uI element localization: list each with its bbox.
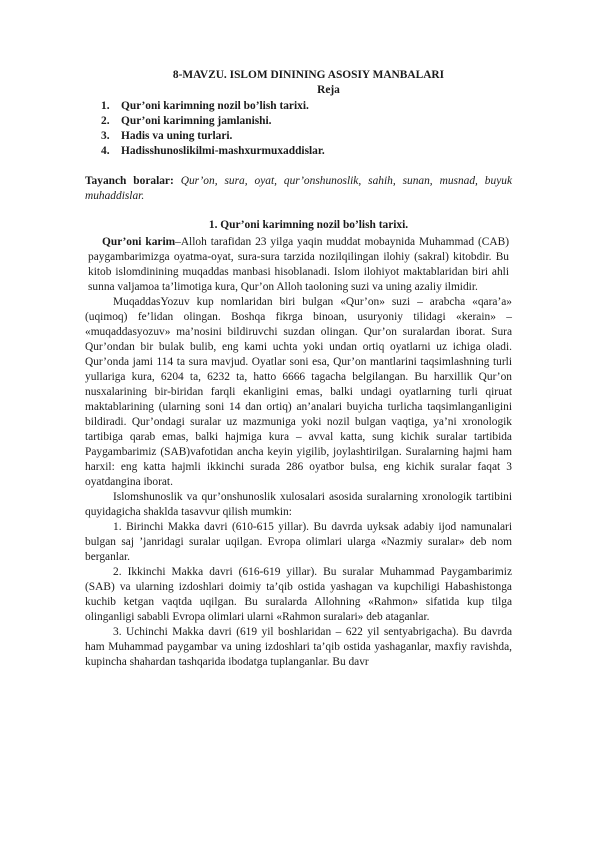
intro-paragraph <box>85 235 512 295</box>
section-heading: 1. Qur’oni karimning nozil bo’lish tarixi. <box>208 219 409 231</box>
plan-item <box>85 114 512 129</box>
body-paragraph: 3. Uchinchi Makka davri (619 yil boshlaridan – 622 yil sentyabrigacha). Bu davrda ham Muhammad paygambar va uning izdoshlari ta’qib ostida yashaganlar, maxfiy ravishda, kupincha shahardan tashqarida ibodatga tuplanganlar. Bu davr <box>85 626 512 668</box>
plan-item-number: 3. <box>101 130 110 142</box>
keywords-text: Qur’on, sura, oyat, qur’onshunoslik, sahih, sunan, musnad, buyuk muhaddislar. <box>85 175 513 202</box>
plan-heading: Reja <box>317 84 340 96</box>
plan-item-number: 4. <box>101 145 110 157</box>
plan-item-number: 1. <box>101 100 110 112</box>
document-page <box>85 68 512 670</box>
body-paragraph: Islomshunoslik va qur’onshunoslik xulosalari asosida suralarning xronologik tartibini quyidagicha shaklda tasavvur qilish mumkin: <box>85 491 512 518</box>
plan-item <box>85 129 512 144</box>
body-paragraph: MuqaddasYozuv kup nomlaridan biri bulgan «Qur’on» suzi – arabcha «qara’a» (uqimoq) fe’lidan olingan. Boshqa fikrga binoan, usuryoniy tilidagi «kerain» – «muqaddasyozuv» ma’nosini bildiruvchi suzdan olingan. Qur’on suralardan iborat. Sura Qur’ondan bir bulak bulib, eng kami uchta yoki undan ortiq oyatlarni uz ichiga oladi. Qur’onda jami 114 ta sura mavjud. Oyatlar soni esa, Qur’on mantlarini taqsimlashning turli yullariga kura, 6204 ta, 6232 ta, hatto 6666 tagacha belgilangan. Bu harxillik Qur’on nusxalarining bir-biridan farqli ekanligini emas, balki undagi oyatlarning turli qiruat maktablarining (ularning soni 14 dan ortiq) an’analari buyicha turlicha taqsimlanganligini bildiradi. Qur’ondagi suralar uz mazmuniga yoki nozil bulgan vaqtiga, ya’ni xronologik tartibiga qarab emas, balki hajmiga kura – avval katta, sung kichik suralar tartibida Paygambarimiz (SAB)vafotidan ancha keyin yigilib, joylashtirilgan. Suralarning hajmi ham harxil: eng katta hajmli ikkinchi surada 286 oyatbor bulsa, eng kichik suralar faqat 3 oyatdangina iborat. <box>85 296 512 488</box>
plan-item <box>85 99 512 114</box>
intro-lead: Qur’oni karim <box>102 236 176 248</box>
plan-item-text: Hadis va uning turlari. <box>121 130 233 142</box>
keywords-label: Tayanch boralar: <box>85 175 174 187</box>
plan-item-text: Qur’oni karimning jamlanishi. <box>121 115 272 127</box>
plan-item-text: Qur’oni karimning nozil bo’lish tarixi. <box>121 100 309 112</box>
body-paragraph: 2. Ikkinchi Makka davri (616-619 yillar). Bu suralar Muhammad Paygambarimiz (SAB) va ularning izdoshlari doimiy ta’qib ostida yashagan va kupchiligi Habashistonga kuchib ketgan vaqtda uqilgan. Bu suralarda Allohning «Rahmon» sifatida kup tilga olinganligi sababli Evropa olimlari ularni «Rahmon suralari» deb ataganlar. <box>85 566 512 623</box>
plan-item-text: Hadisshunoslikilmi-mashxurmuxaddislar. <box>121 145 325 157</box>
plan-item <box>85 144 512 159</box>
plan-list <box>85 99 512 159</box>
keywords-paragraph <box>85 174 512 204</box>
plan-item-number: 2. <box>101 115 110 127</box>
document-title: 8-MAVZU. ISLOM DININING ASOSIY MANBALARI <box>172 69 445 81</box>
body-paragraph: 1. Birinchi Makka davri (610-615 yillar). Bu davrda uyksak adabiy ijod namunalari bulgan saj ’janridagi suralar uqilgan. Evropa olimlari ularga «Nazmiy suralar» deb nom berganlar. <box>85 521 512 563</box>
intro-text: –Alloh tarafidan 23 yilga yaqin muddat mobaynida Muhammad (CAB) paygambarimizga oyatma-oyat, sura-sura tarzida nozilqilingan ilohiy (sakral) kitobdir. Bu kitob islomdinining muqaddas manbasi hisoblanadi. Islom ilohiyot maktablaridan biri ahli sunna valjamoa ta’limotiga kura, Qur’on Alloh taoloning suzi va uning azaliy ilmidir. <box>88 236 509 293</box>
